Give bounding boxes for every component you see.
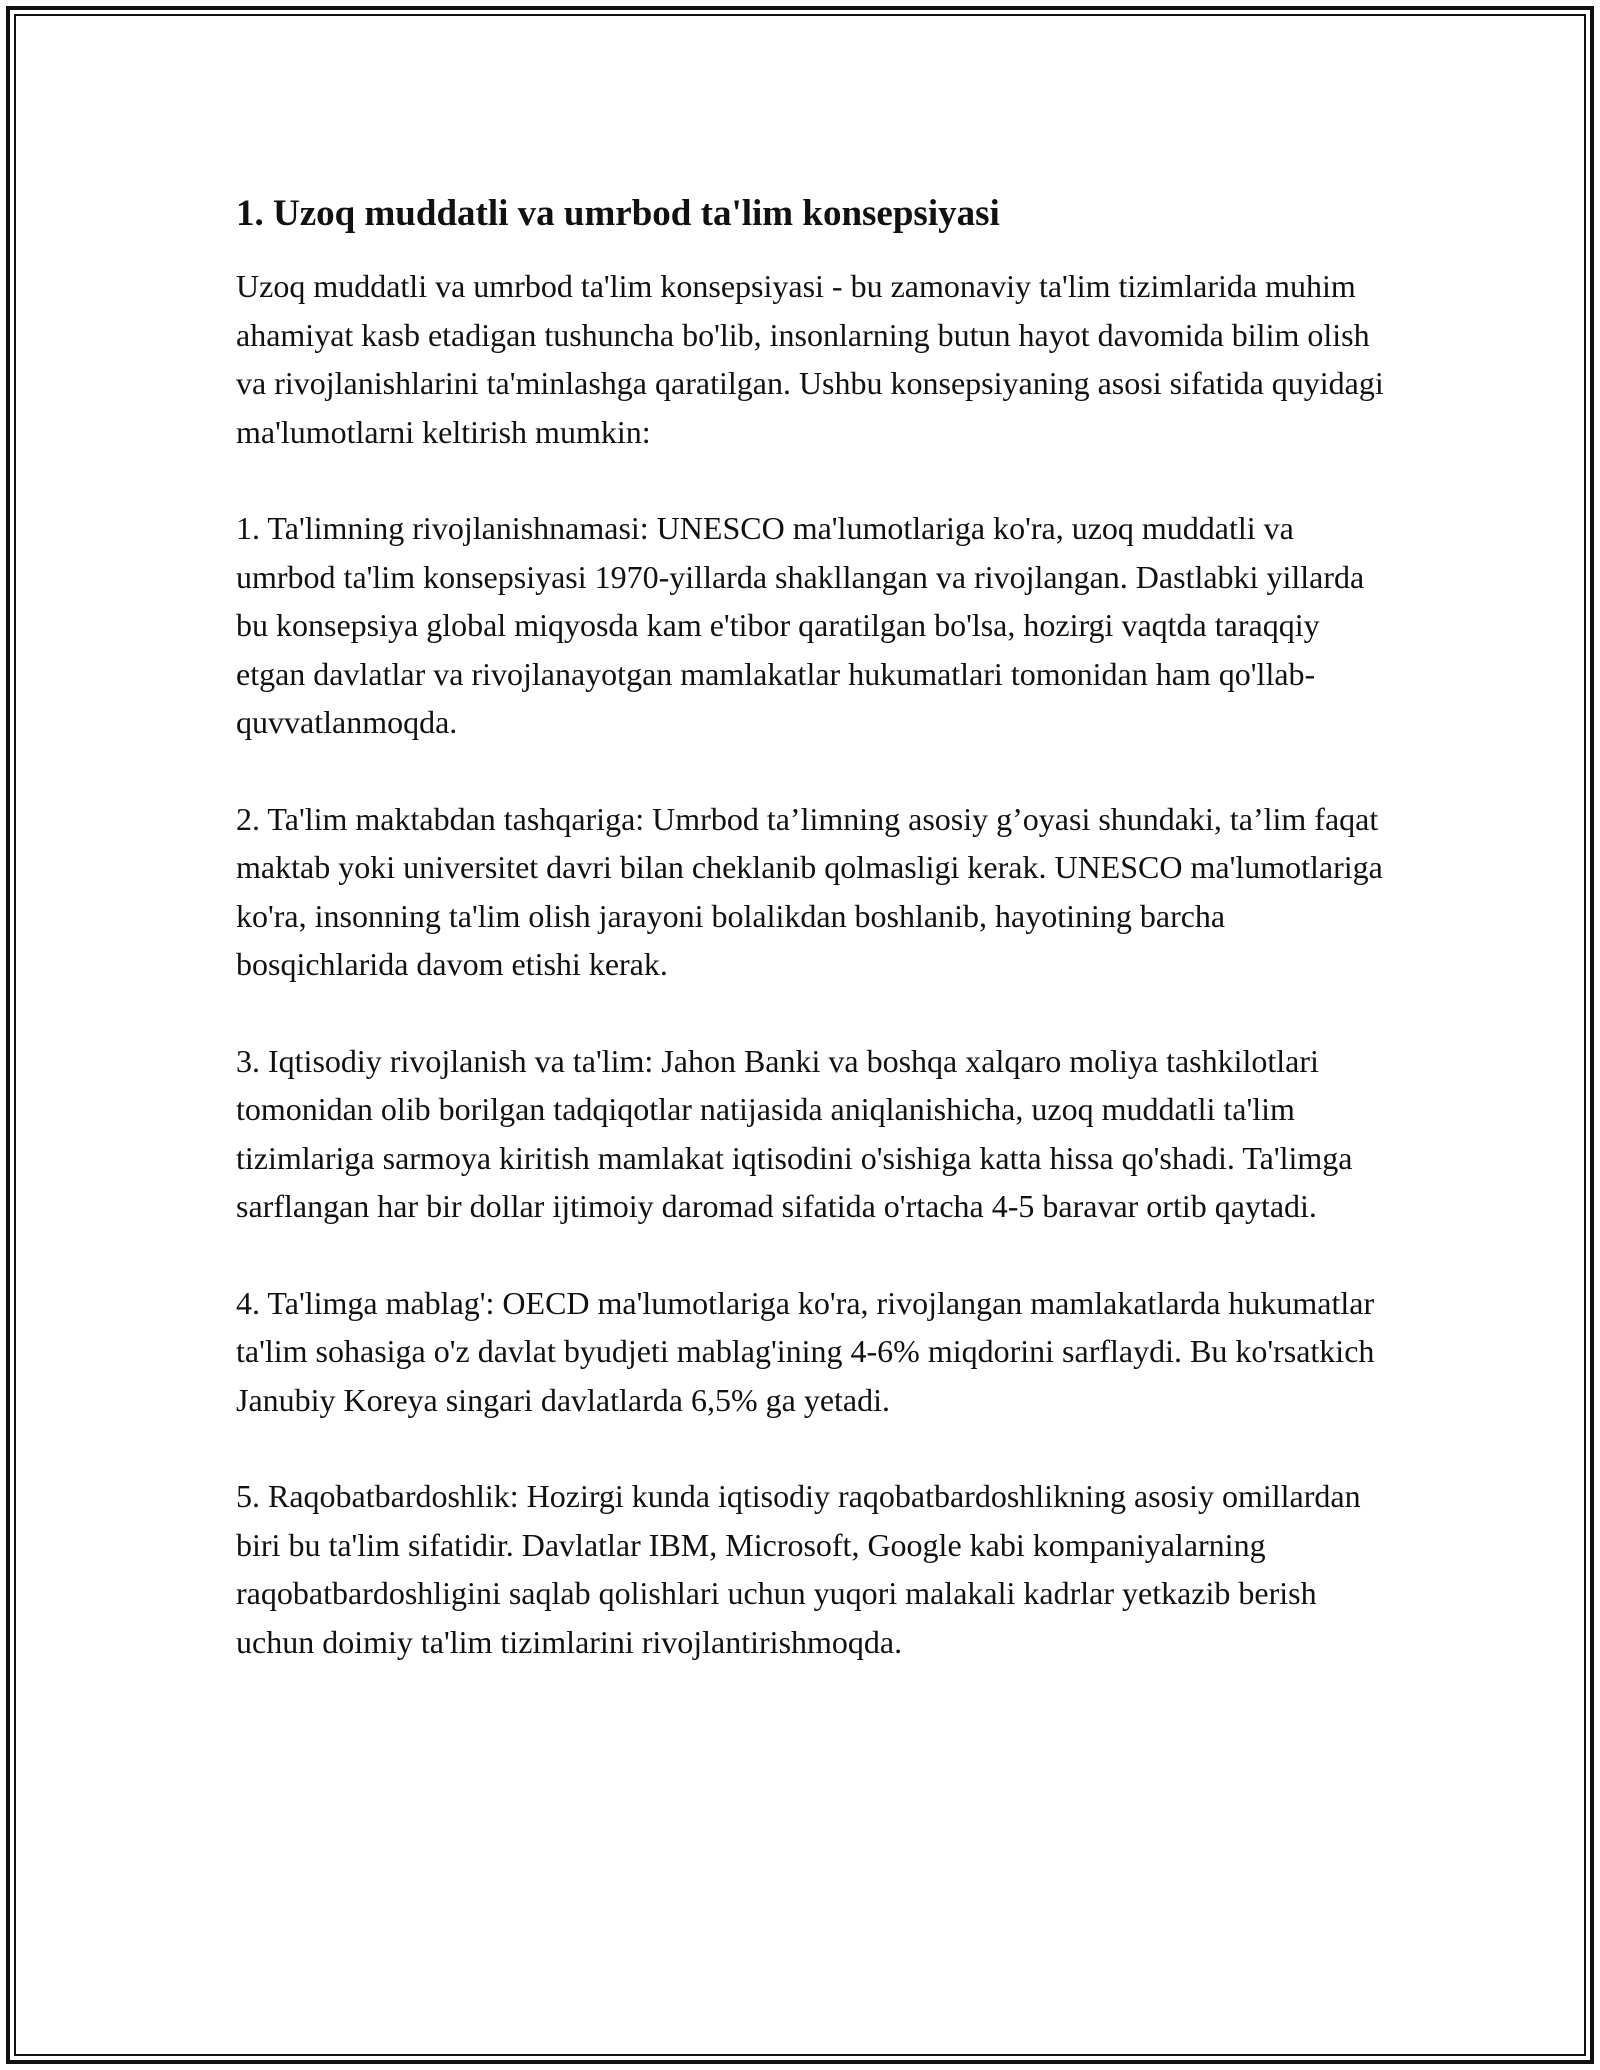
paragraph-point-1: 1. Ta'limning rivojlanishnamasi: UNESCO ma'lumotlariga ko'ra, uzoq muddatli va umrbod ta'lim konsepsiyasi 1970-yillarda shakllangan va rivojlangan. Dastlabki yillarda bu konsepsiya global miqyosda kam e'tibor qaratilgan bo'lsa, hozirgi vaqtda taraqqiy etgan davlatlar va rivojlanayotgan mamlakatlar hukumatlari tomonidan ham qo'llab-quvvatlanmoqda. [236, 510, 1365, 740]
paragraph-point-2: 2. Ta'lim maktabdan tashqariga: Umrbod ta’limning asosiy g’oyasi shundaki, ta’lim faqat maktab yoki universitet davri bilan cheklanib qolmasligi kerak. UNESCO ma'lumotlariga ko'ra, insonning ta'lim olish jarayoni bolalikdan boshlanib, hayotining barcha bosqichlarida davom etishi kerak. [236, 800, 1383, 982]
paragraph-point-3: 3. Iqtisodiy rivojlanish va ta'lim: Jahon Banki va boshqa xalqaro moliya tashkilotlari tomonidan olib borilgan tadqiqotlar natijasida aniqlanishicha, uzoq muddatli ta'lim tizimlariga sarmoya kiritish mamlakat iqtisodini o'sishiga katta hissa qo'shadi. Ta'limga sarflangan har bir dollar ijtimoiy daromad sifatida o'rtacha 4-5 baravar ortib qaytadi. [236, 1042, 1353, 1224]
intro-paragraph: Uzoq muddatli va umrbod ta'lim konsepsiyasi - bu zamonaviy ta'lim tizimlarida muhim ahamiyat kasb etadigan tushuncha bo'lib, insonlarning butun hayot davomida bilim olish va rivojlanishlarini ta'minlashga qaratilgan. Ushbu konsepsiyaning asosi sifatida quyidagi ma'lumotlarni keltirish mumkin: [236, 268, 1384, 450]
paragraph-point-4: 4. Ta'limga mablag': OECD ma'lumotlariga ko'ra, rivojlangan mamlakatlarda hukumatlar ta'lim sohasiga o'z davlat byudjeti mablag'ining 4-6% miqdorini sarflaydi. Bu ko'rsatkich Janubiy Koreya singari davlatlarda 6,5% ga yetadi. [236, 1284, 1375, 1418]
paragraph-point-5: 5. Raqobatbardoshlik: Hozirgi kunda iqtisodiy raqobatbardoshlikning asosiy omillardan biri bu ta'lim sifatidir. Davlatlar IBM, Microsoft, Google kabi kompaniyalarning raqobatbardoshligini saqlab qolishlari uchun yuqori malakali kadrlar yetkazib berish uchun doimiy ta'lim tizimlarini rivojlantirishmoqda. [236, 1478, 1361, 1660]
document-body [236, 186, 1386, 1714]
page-title: 1. Uzoq muddatli va umrbod ta'lim konsepsiyasi [236, 193, 1000, 234]
